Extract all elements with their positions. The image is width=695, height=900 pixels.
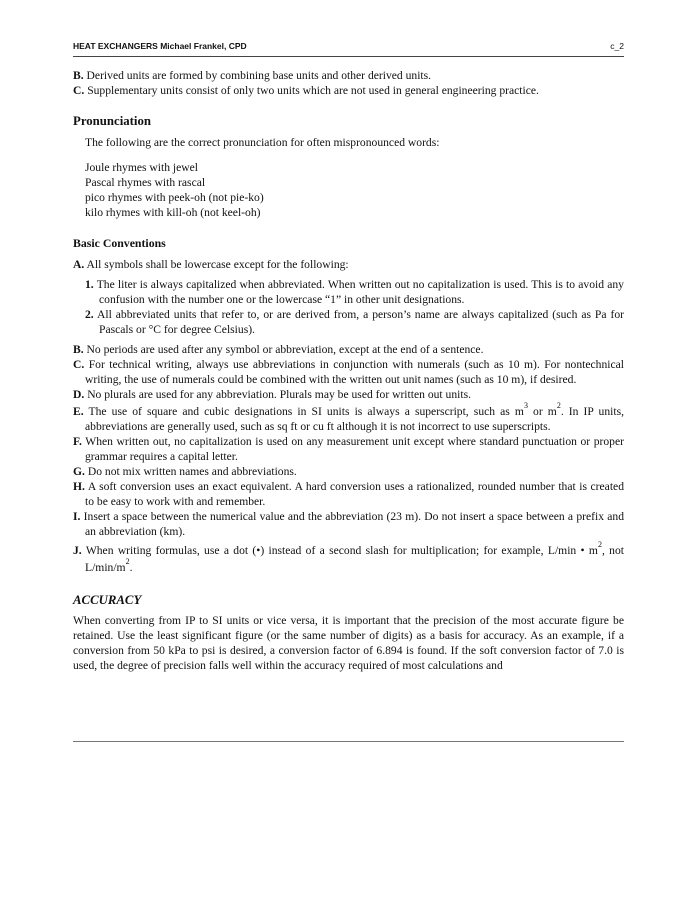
running-header xyxy=(73,40,624,53)
convention-e: E. The use of square and cubic designations in SI units is always a superscript, such as $m^3$ or $m^2$. In IP units, abbreviations are generally used, such as sq ft or cu ft although it is not incorrect to use superscripts. xyxy=(73,401,624,433)
page-reference: c_2 xyxy=(610,41,624,51)
convention-c: C. For technical writing, always use abbreviations in conjunction with numerals (such as 10 m). For nontechnical writing, the use of numerals could be combined with the written out unit names (such as 10 m), if desired. xyxy=(73,358,624,386)
convention-b: B. No periods are used after any symbol or abbreviation, except at the end of a sentence. xyxy=(73,343,484,356)
convention-j: J. When writing formulas, use a dot (•) instead of a second slash for multiplication; for example, L/min • $m^2$, not $L/\min/m^2$. xyxy=(73,540,624,574)
accuracy-paragraph: When converting from IP to SI units or vice versa, it is important that the precision of the most accurate figure be retained. Use the least significant figure (or the same number of digits) as a basis for accuracy. As an example, if a conversion from 50 kPa to psi is desired, a conversion factor of 6.894 is found. If the soft conversion factor of 7.0 is used, the degree of precision falls well within the accuracy required of most calculations and xyxy=(73,614,624,672)
convention-a-sub-2: 2. All abbreviated units that refer to, or are derived from, a person’s name are always capitalized (such as Pa for Pascals or °C for degree Celsius). xyxy=(85,308,624,336)
convention-h: H. A soft conversion uses an exact equivalent. A hard conversion uses a rationalized, rounded number that is created to be easy to work with and remember. xyxy=(73,480,624,508)
list-item: pico rhymes with peek-oh (not pie-ko) xyxy=(85,191,264,204)
basic-conventions-heading: Basic Conventions xyxy=(73,236,166,250)
pronunciation-list xyxy=(73,160,624,220)
convention-d: D. No plurals are used for any abbreviation. Plurals may be used for written out units. xyxy=(73,388,471,401)
document-page xyxy=(73,40,624,673)
list-item: kilo rhymes with kill-oh (not keel-oh) xyxy=(85,206,261,219)
convention-i: I. Insert a space between the numerical value and the abbreviation (23 m). Do not insert a space between a prefix and an abbreviation (km). xyxy=(73,510,624,538)
convention-a: A. All symbols shall be lowercase except for the following: xyxy=(73,258,349,271)
convention-f: F. When written out, no capitalization is used on any measurement unit except where standard punctuation or proper grammar requires a capital letter. xyxy=(73,435,624,463)
convention-g: G. Do not mix written names and abbreviations. xyxy=(73,465,297,478)
accuracy-heading: ACCURACY xyxy=(73,593,142,607)
running-header-title: HEAT EXCHANGERS Michael Frankel, CPD xyxy=(73,41,247,51)
footer-rule xyxy=(73,741,624,742)
list-item: Joule rhymes with jewel xyxy=(85,161,199,174)
pronunciation-lead: The following are the correct pronunciation for often mispronounced words: xyxy=(85,136,440,149)
intro-item-b: B. Derived units are formed by combining base units and other derived units. xyxy=(73,69,432,82)
list-item: Pascal rhymes with rascal xyxy=(85,176,206,189)
intro-item-c: C. Supplementary units consist of only two units which are not used in general engineering practice. xyxy=(73,84,539,97)
pronunciation-heading: Pronunciation xyxy=(73,114,151,128)
convention-a-sub-1: 1. The liter is always capitalized when abbreviated. When written out no capitalization is used. This is to avoid any confusion with the number one or the lowercase “1” in other unit designations. xyxy=(85,278,624,306)
